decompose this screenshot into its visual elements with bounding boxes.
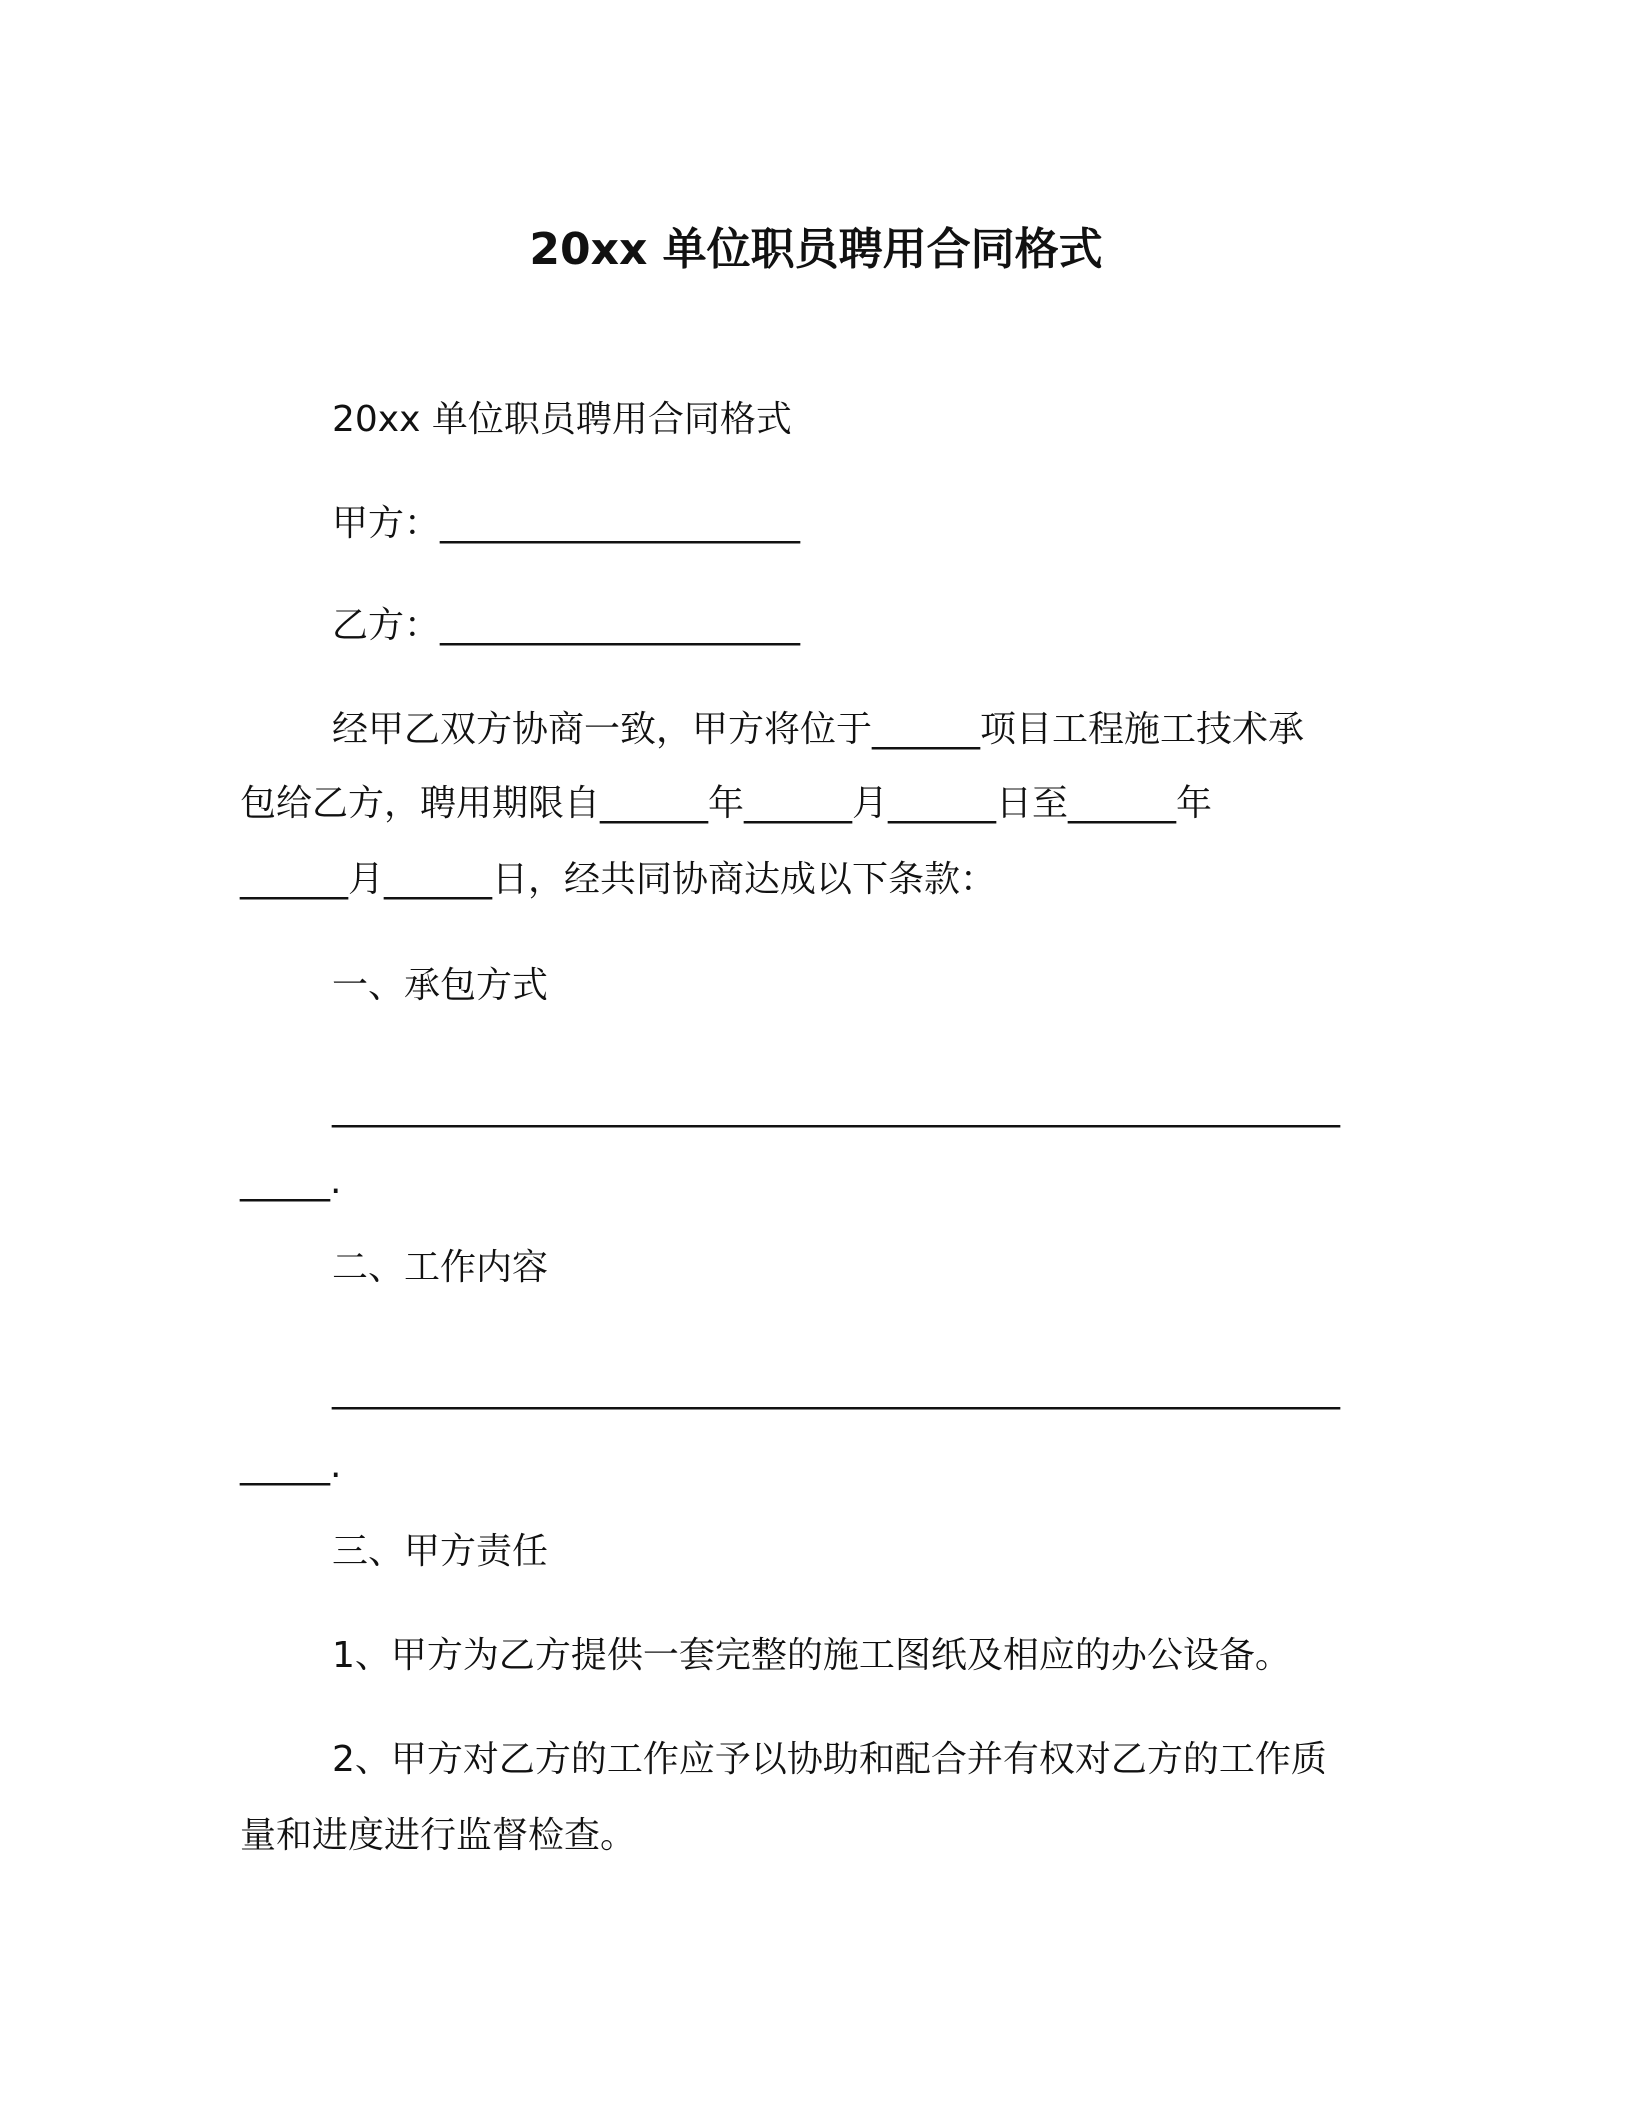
clause-2-line-1: 2、甲方对乙方的工作应予以协助和配合并有权对乙方的工作质 [332,1739,1327,1780]
party-b-line: 乙方：____________________ [332,605,801,646]
intro-line-3: ______月______日，经共同协商达成以下条款： [240,859,997,900]
section-1-heading: 一、承包方式 [332,965,549,1006]
party-a-line: 甲方：____________________ [332,503,801,544]
subtitle: 20xx 单位职员聘用合同格式 [332,399,792,440]
intro-line-2: 包给乙方，聘用期限自______年______月______日至______年 [240,783,1213,824]
section-3-heading: 三、甲方责任 [332,1531,549,1572]
section-1-blank-line-2: _____. [240,1161,342,1202]
section-2-blank-line-1: ________________________________________________________ [332,1369,1340,1410]
section-2-blank-line-2: _____. [240,1445,342,1486]
clause-1: 1、甲方为乙方提供一套完整的施工图纸及相应的办公设备。 [332,1635,1291,1676]
document-title: 20xx 单位职员聘用合同格式 [529,224,1103,275]
clause-2-line-2: 量和进度进行监督检查。 [240,1815,637,1856]
section-2-heading: 二、工作内容 [332,1247,549,1288]
intro-line-1: 经甲乙双方协商一致，甲方将位于______项目工程施工技术承 [332,709,1305,750]
section-1-blank-line-1: ________________________________________________________ [332,1087,1340,1128]
